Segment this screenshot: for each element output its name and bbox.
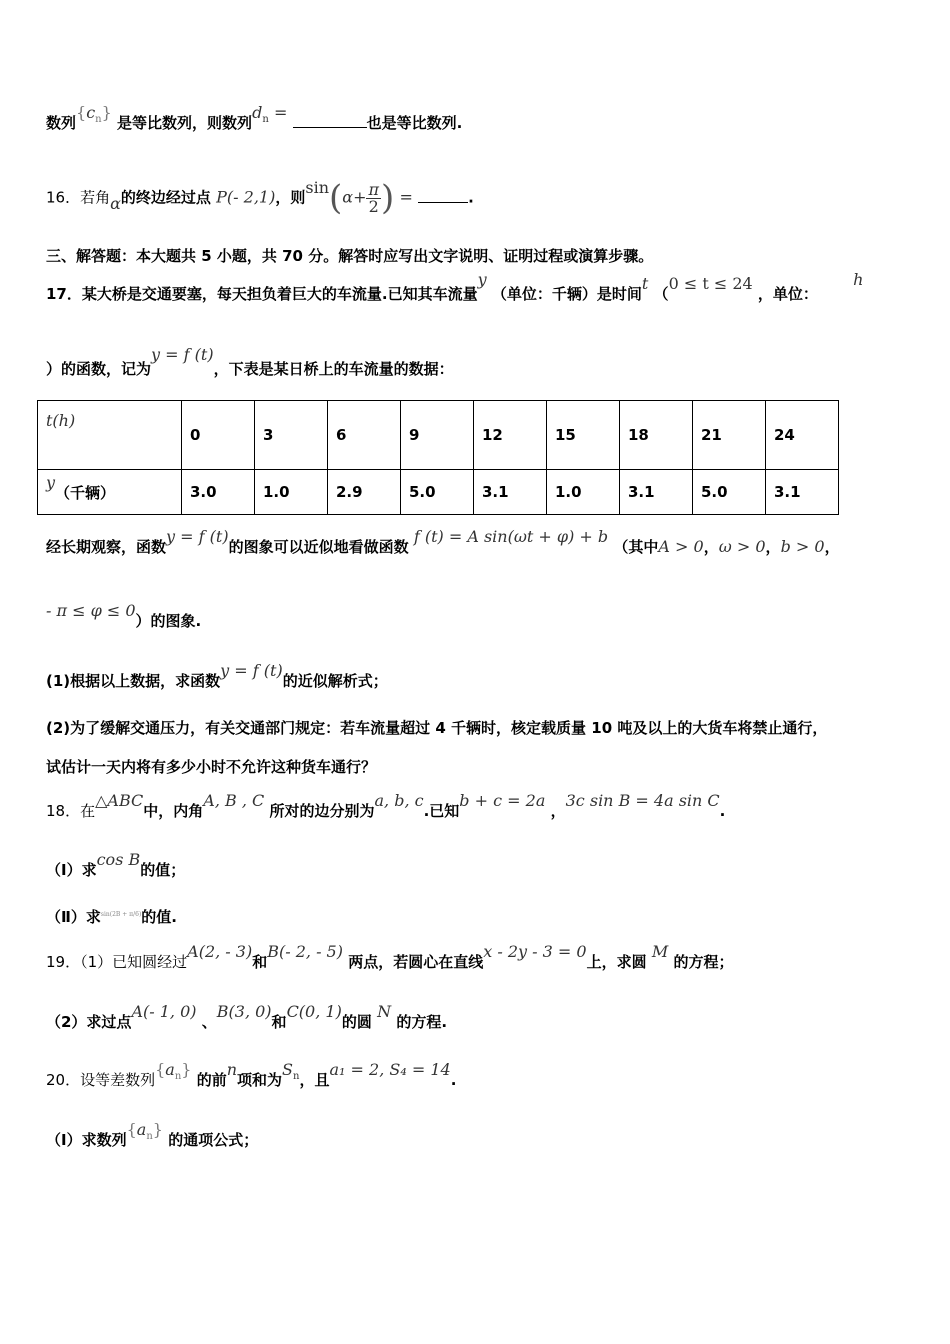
q19-line2 (46, 1002, 448, 1032)
text: ，单位： (757, 285, 818, 303)
sub: n (293, 1071, 300, 1082)
text: ，下表是某日桥上的车流量的数据： (213, 360, 454, 378)
dn-var: d (252, 103, 263, 122)
label: （Ⅱ）求 (46, 908, 101, 926)
q18-part2 (46, 906, 177, 927)
sn-var: S (282, 1060, 294, 1079)
table-row-t (38, 401, 839, 470)
sub: n (262, 114, 269, 125)
table-cell: 1.0 (255, 470, 328, 515)
question-number: 16．若角 (46, 188, 111, 207)
expression: sin(2B + π/6) (100, 911, 142, 918)
text: （其中 (613, 538, 659, 556)
table-cell: 24 (766, 401, 839, 470)
circle-n: N (377, 1002, 392, 1021)
text: 17．某大桥是交通要塞，每天担负着巨大的车流量.已知其车流量 (46, 285, 478, 303)
conditions: a₁ = 2, S₄ = 14 (329, 1060, 451, 1079)
fraction (366, 179, 381, 216)
text: 的值； (140, 861, 186, 879)
q17-line3 (46, 527, 840, 557)
table-cell: 5.0 (401, 470, 474, 515)
point-a: A(- 1, 0) (131, 1002, 197, 1021)
h-unit: h (853, 270, 864, 289)
text: 的值. (141, 908, 177, 926)
section-header: 三、解答题：本大题共 5 小题，共 70 分。解答时应写出文字说明、证明过程或演算步骤。 (46, 247, 654, 265)
label: （2）求过点 (46, 1013, 132, 1031)
cond-b: b > 0 (780, 537, 825, 556)
text: 经长期观察，函数 (46, 538, 167, 556)
q19-line1 (46, 942, 734, 972)
answer-blank[interactable] (418, 202, 468, 203)
paren-right: ) (381, 178, 395, 218)
text: 和 (252, 953, 268, 971)
comma: ， (550, 802, 566, 820)
text: 是等比数列，则数列 (117, 114, 253, 132)
traffic-data-table (37, 400, 839, 515)
sin: sin (305, 177, 329, 197)
answer-blank[interactable] (293, 127, 367, 128)
t-var: t (641, 274, 649, 293)
condition-1: b + c = 2a (459, 791, 546, 810)
text: .已知 (423, 802, 460, 820)
q17-line1 (46, 270, 864, 304)
numerator: π (368, 179, 379, 199)
period: . (468, 188, 474, 207)
table-cell: 18 (620, 401, 693, 470)
point-c: C(0, 1) (286, 1002, 342, 1021)
an-seq: $\{a_n\}$ (155, 1060, 192, 1083)
text: ，且 (299, 1071, 330, 1089)
table-cell: 2.9 (328, 470, 401, 515)
t-range: 0 ≤ t ≤ 24 (668, 274, 753, 293)
y-var: y (477, 270, 487, 289)
var: c (86, 103, 96, 122)
q17-part1 (46, 661, 388, 691)
table-cell: 5.0 (693, 470, 766, 515)
q17-part2-line2: 试估计一天内将有多少小时不允许这种货车通行？ (46, 758, 377, 776)
table-row-y (38, 470, 839, 515)
text: 的图象可以近似地看做函数 (228, 538, 409, 556)
function-notation: y = f (t) (220, 661, 283, 680)
q16-line (46, 178, 474, 218)
text: 上，求圆 (586, 953, 647, 971)
period: . (719, 802, 726, 820)
text: 的通项公式； (168, 1131, 259, 1149)
sides: a, b, c (374, 791, 424, 810)
line-equation: x - 2y - 3 = 0 (483, 942, 587, 961)
text: (1)根据以上数据，求函数 (46, 672, 221, 690)
table-cell: 12 (474, 401, 547, 470)
label: （Ⅰ）求 (46, 861, 97, 879)
point-a: A(2, - 3) (187, 942, 253, 961)
text: 和 (271, 1013, 287, 1031)
text: ）的图象. (135, 612, 202, 630)
text: 数列 (46, 114, 77, 132)
point-b: B(3, 0) (216, 1002, 272, 1021)
paren: （ (653, 285, 669, 303)
cond-omega: ω > 0 (718, 537, 766, 556)
point-p: P(- 2,1) (216, 187, 276, 207)
question-number: 18．在 (46, 802, 96, 820)
cond-a: A > 0 (658, 537, 704, 556)
text: 的方程； (673, 953, 734, 971)
text: 两点，若圆心在直线 (348, 953, 484, 971)
sub: n (95, 114, 102, 126)
text: ，则 (275, 188, 306, 207)
point-b: B(- 2, - 5) (267, 942, 343, 961)
cn-seq: $\{c_n\}$ (76, 103, 112, 126)
an-seq: $\{a_n\}$ (126, 1120, 163, 1143)
q17-line4 (46, 601, 202, 631)
table-header-y: y（千辆） (38, 470, 182, 515)
q18-part1 (46, 850, 186, 880)
denominator: 2 (368, 196, 379, 216)
table-cell: 3.1 (620, 470, 693, 515)
n-var: n (226, 1060, 238, 1079)
text: 的圆 (341, 1013, 372, 1031)
q17-part2-line1: (2)为了缓解交通压力，有关交通部门规定：若车流量超过 4 千辆时，核定载质量 10 吨及以上的大货车将禁止通行， (46, 719, 828, 737)
comma: ， (765, 538, 781, 556)
triangle: △ABC (95, 791, 144, 810)
text: （单位：千辆）是时间 (491, 285, 642, 303)
question-number: 19．（1）已知圆经过 (46, 953, 188, 971)
condition-2: 3c sin B = 4a sin C (565, 791, 720, 810)
table-header-t: t(h) (38, 401, 182, 470)
text: 项和为 (237, 1071, 283, 1089)
table-cell: 3 (255, 401, 328, 470)
function-notation: y = f (t) (151, 345, 214, 364)
alpha: α (342, 187, 354, 207)
text: 所对的边分别为 (269, 802, 375, 820)
table-cell: 3.1 (474, 470, 547, 515)
alpha: α (110, 193, 121, 213)
function-notation: y = f (t) (166, 527, 229, 546)
table-cell: 3.0 (182, 470, 255, 515)
table-cell: 15 (547, 401, 620, 470)
text: 的前 (196, 1071, 227, 1089)
question-number: 20．设等差数列 (46, 1071, 156, 1089)
text: 中，内角 (143, 802, 204, 820)
angles: A, B , C (203, 791, 265, 810)
q17-line2 (46, 345, 454, 379)
table-cell: 3.1 (766, 470, 839, 515)
text: 的方程. (396, 1013, 448, 1031)
phi-range: - π ≤ φ ≤ 0 (46, 601, 136, 620)
q20-line1 (46, 1060, 457, 1092)
table-cell: 9 (401, 401, 474, 470)
text: 的近似解析式； (282, 672, 388, 690)
text: 的终边经过点 (120, 188, 211, 207)
circle-m: M (651, 942, 669, 961)
text: ）的函数，记为 (46, 360, 152, 378)
q15-tail-line (46, 103, 463, 135)
expression: cos B (96, 850, 141, 869)
equals-sign: = (274, 103, 288, 122)
table-cell: 0 (182, 401, 255, 470)
period: . (450, 1071, 457, 1089)
label: （I）求数列 (46, 1131, 127, 1149)
separator: 、 (201, 1013, 217, 1031)
plus: + (353, 187, 367, 207)
model-function: f (t) = A sin(ωt + φ) + b (413, 527, 609, 546)
comma: ， (703, 538, 719, 556)
table-cell: 6 (328, 401, 401, 470)
comma: ， (824, 538, 840, 556)
table-cell: 21 (693, 401, 766, 470)
table-cell: 1.0 (547, 470, 620, 515)
q18-line1 (46, 791, 726, 821)
equals-sign: = (399, 187, 413, 207)
paren-left: ( (329, 178, 343, 218)
text: 也是等比数列. (366, 114, 463, 132)
q20-part1 (46, 1120, 259, 1152)
